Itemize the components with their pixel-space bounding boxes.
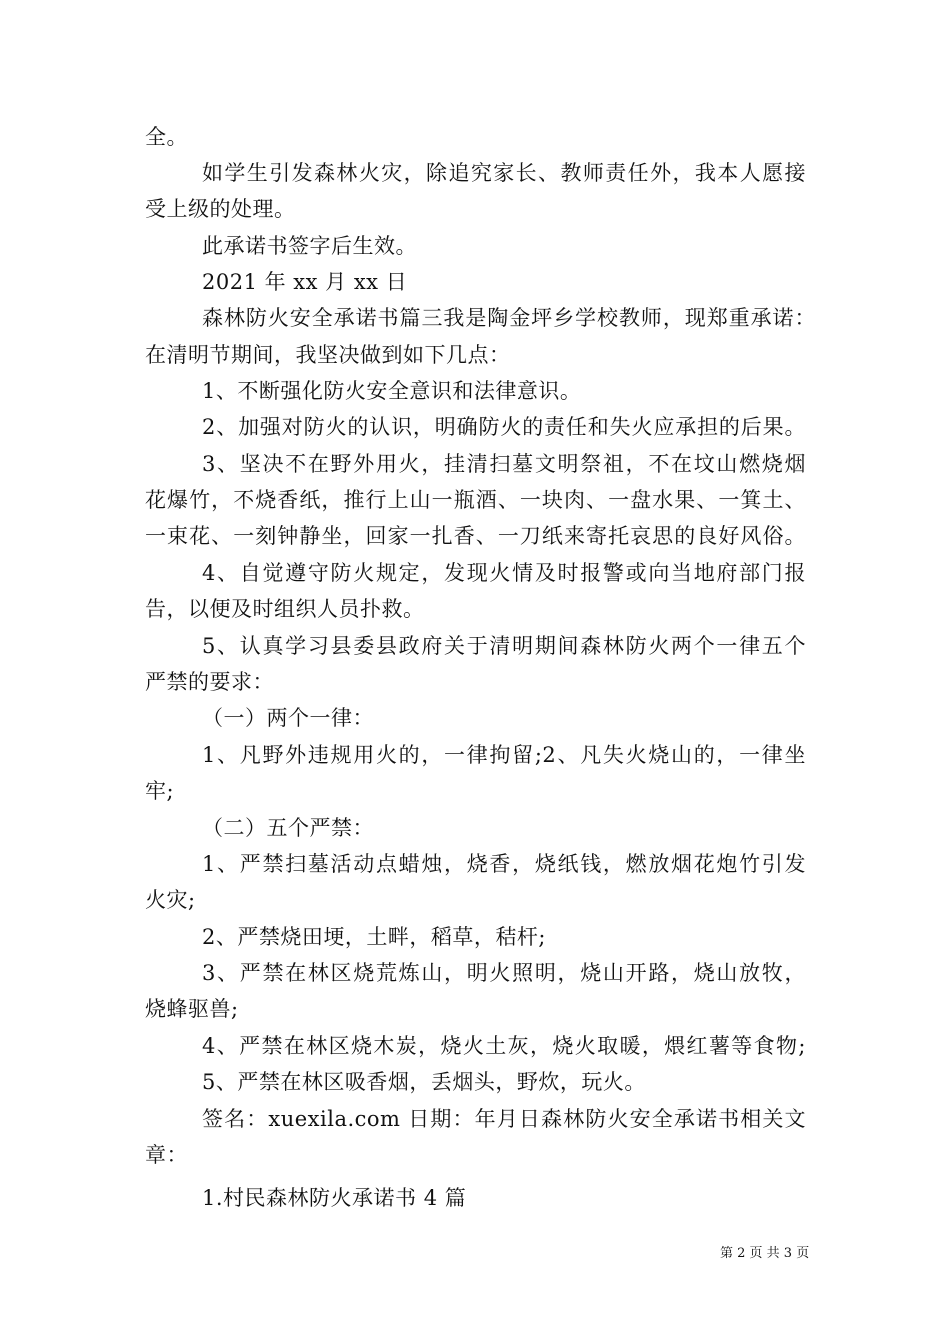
paragraph-line: 如学生引发森林火灾，除追究家长、教师责任外，我本人愿接 — [202, 161, 806, 185]
paragraph-line: 一束花、一刻钟静坐，回家一扎香、一刀纸来寄托哀思的良好风俗。 — [145, 524, 806, 548]
paragraph-line: 严禁的要求： — [145, 670, 274, 694]
paragraph-line: 全。 — [145, 125, 188, 149]
page-number: 第 2 页 共 3 页 — [720, 1246, 810, 1261]
paragraph-line: 章： — [145, 1143, 188, 1167]
paragraph-line: 此承诺书签字后生效。 — [202, 234, 417, 258]
list-item: 4、自觉遵守防火规定，发现火情及时报警或向当地府部门报 — [202, 561, 806, 585]
list-item: 2、加强对防火的认识，明确防火的责任和失火应承担的后果。 — [202, 415, 806, 439]
list-item: 1、凡野外违规用火的，一律拘留;2、凡失火烧山的，一律坐 — [202, 743, 806, 767]
paragraph-line: 受上级的处理。 — [145, 197, 296, 221]
paragraph-line: 花爆竹，不烧香纸，推行上山一瓶酒、一块肉、一盘水果、一箕土、 — [145, 488, 806, 512]
list-item: 4、严禁在林区烧木炭，烧火土灰，烧火取暖，煨红薯等食物; — [202, 1034, 806, 1058]
list-item: 3、坚决不在野外用火，挂清扫墓文明祭祖，不在坟山燃烧烟 — [202, 452, 806, 476]
section-heading: （二）五个严禁： — [202, 816, 374, 840]
paragraph-line: 告，以便及时组织人员扑救。 — [145, 597, 425, 621]
list-item: 2、严禁烧田埂，土畔，稻草，秸杆; — [202, 925, 546, 949]
list-item: 3、严禁在林区烧荒炼山，明火照明，烧山开路，烧山放牧， — [202, 961, 806, 985]
list-item: 1、不断强化防火安全意识和法律意识。 — [202, 379, 582, 403]
paragraph-line: 森林防火安全承诺书篇三我是陶金坪乡学校教师，现郑重承诺： — [202, 306, 816, 330]
list-item: 5、严禁在林区吸香烟，丢烟头，野炊，玩火。 — [202, 1070, 646, 1094]
signature-line: 签名：xuexila.com 日期：年月日森林防火安全承诺书相关文 — [202, 1107, 806, 1131]
paragraph-line: 牢; — [145, 779, 175, 803]
paragraph-line: 火灾; — [145, 888, 196, 912]
related-article-link[interactable]: 1.村民森林防火承诺书 4 篇 — [202, 1186, 467, 1210]
list-item: 5、认真学习县委县政府关于清明期间森林防火两个一律五个 — [202, 634, 806, 658]
paragraph-line: 烧蜂驱兽; — [145, 997, 239, 1021]
paragraph-line: 在清明节期间，我坚决做到如下几点： — [145, 343, 511, 367]
section-heading: （一）两个一律： — [202, 706, 374, 730]
list-item: 1、严禁扫墓活动点蜡烛，烧香，烧纸钱，燃放烟花炮竹引发 — [202, 852, 806, 876]
date-line: 2021 年 xx 月 xx 日 — [202, 270, 408, 294]
